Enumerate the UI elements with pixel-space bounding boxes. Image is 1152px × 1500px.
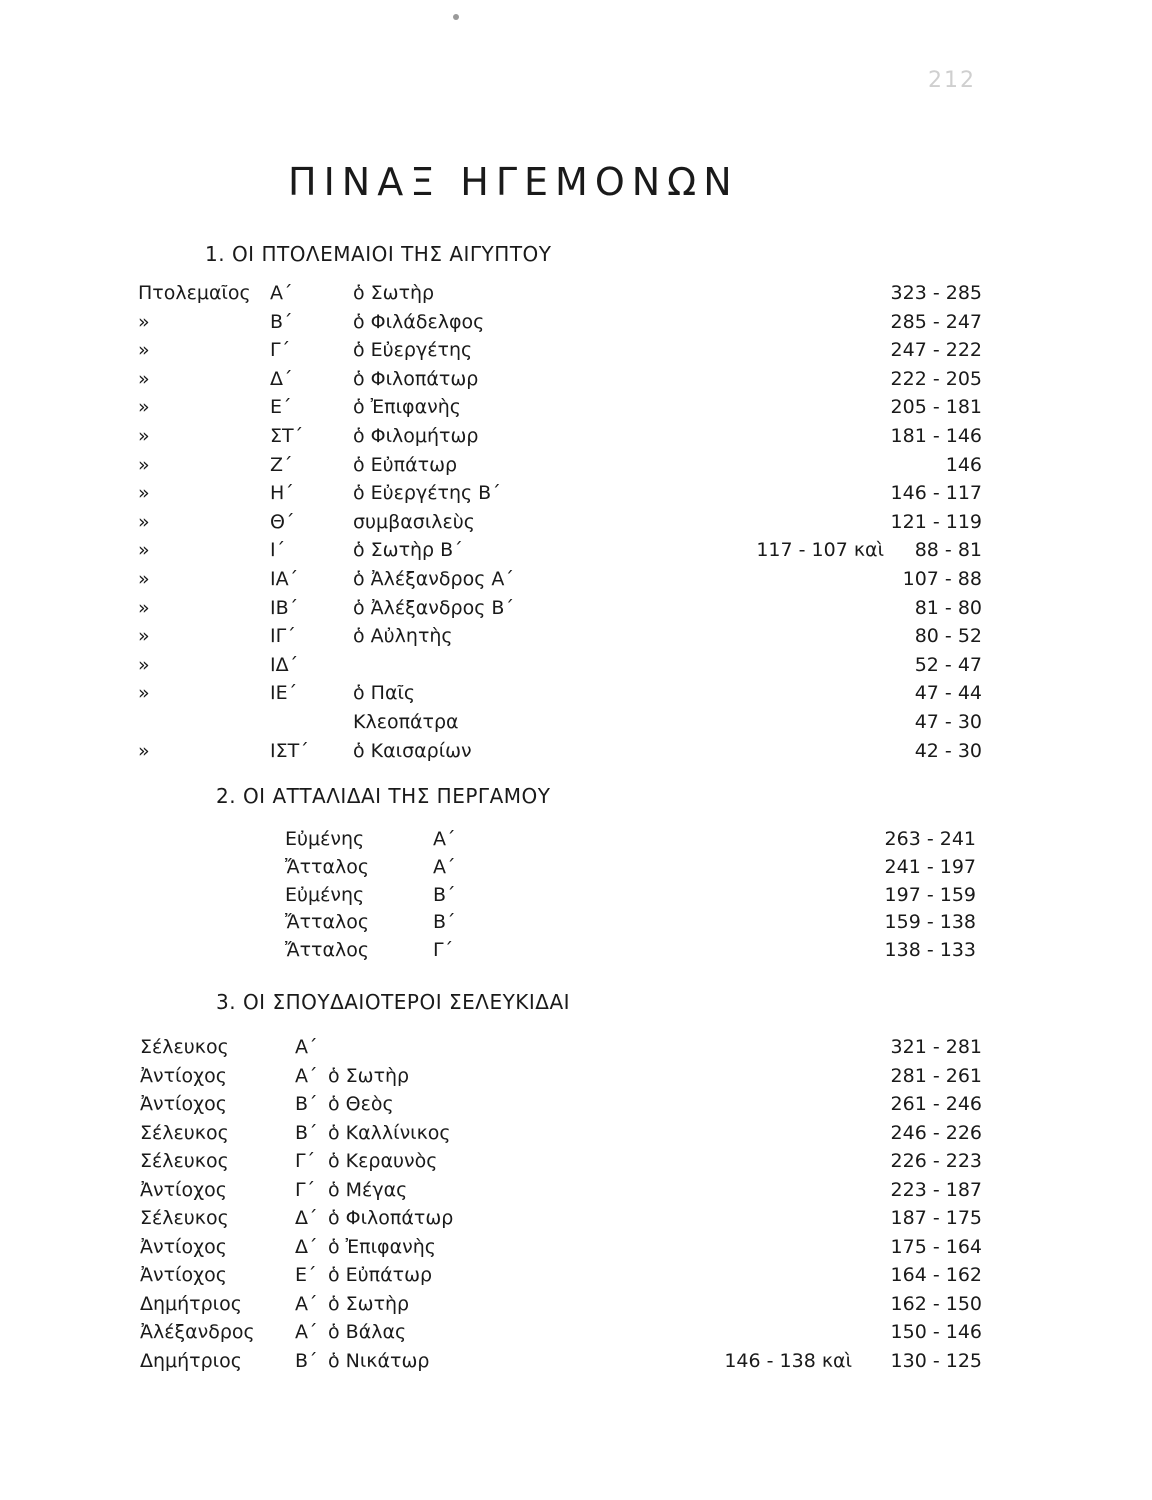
ruler-ordinal: ΙΕ΄ <box>270 682 298 705</box>
table-row <box>0 884 1152 912</box>
reign-years: 88 - 81 <box>914 539 982 562</box>
section-heading-seleucids: 3. ΟΙ ΣΠΟΥΔΑΙΟΤΕΡΟΙ ΣΕΛΕΥΚΙΔΑΙ <box>216 990 571 1014</box>
ruler-epithet: ὁ Φιλοπάτωρ <box>353 367 479 390</box>
ruler-name: » <box>138 539 150 562</box>
table-row <box>0 368 1152 396</box>
table-row <box>0 282 1152 310</box>
ruler-name: Ἀντίοχος <box>140 1264 227 1286</box>
ruler-name: » <box>138 396 150 419</box>
ruler-name: » <box>138 682 150 705</box>
ruler-epithet: ὁ Ἐπιφανὴς <box>353 396 461 419</box>
ruler-name: Ἀντίοχος <box>140 1235 227 1258</box>
reign-years: 146 - 117 <box>890 482 982 505</box>
ruler-epithet: ὁ Καλλίνικος <box>328 1121 451 1144</box>
ruler-name: Σέλευκος <box>140 1036 229 1058</box>
reign-years: 222 - 205 <box>890 367 982 390</box>
ruler-name: » <box>138 596 150 619</box>
ruler-name: Πτολεμαῖος <box>138 282 251 304</box>
table-row <box>0 1293 1152 1321</box>
table-row <box>0 828 1152 856</box>
ruler-name: » <box>138 453 150 476</box>
reign-years: 47 - 44 <box>914 682 982 705</box>
table-row <box>0 511 1152 539</box>
ruler-ordinal: Γ΄ <box>270 339 291 362</box>
ruler-name: » <box>138 510 150 533</box>
page-number: 212 <box>928 68 976 93</box>
reign-years: 146 <box>945 453 982 476</box>
ruler-name: Σέλευκος <box>140 1207 229 1229</box>
ruler-name: Ἄτταλος <box>285 939 370 962</box>
ruler-epithet: ὁ Θεὸς <box>328 1093 394 1115</box>
ruler-ordinal: Γ΄ <box>295 1150 316 1172</box>
ruler-name: » <box>138 482 150 505</box>
reign-years: 197 - 159 <box>884 883 976 906</box>
ruler-name: Σέλευκος <box>140 1121 229 1144</box>
ruler-epithet: ὁ Παῖς <box>353 682 416 705</box>
ruler-epithet: ὁ Ἐπιφανὴς <box>328 1235 436 1258</box>
table-row <box>0 1093 1152 1121</box>
page-title: ΠΙΝΑΞ ΗΓΕΜΟΝΩΝ <box>288 160 739 204</box>
table-row <box>0 682 1152 710</box>
ruler-name: Ἀντίοχος <box>140 1064 227 1087</box>
reign-years: 205 - 181 <box>890 396 982 419</box>
reign-years: 241 - 197 <box>884 855 976 878</box>
ruler-ordinal: Α΄ <box>433 855 456 878</box>
reign-years: 162 - 150 <box>890 1292 982 1315</box>
ruler-name: Σέλευκος <box>140 1150 229 1172</box>
reign-years: 323 - 285 <box>890 282 982 304</box>
ruler-ordinal: Α΄ <box>270 282 293 304</box>
reign-years: 223 - 187 <box>890 1178 982 1201</box>
table-row <box>0 1179 1152 1207</box>
ruler-epithet: ὁ Αὐλητὴς <box>353 625 453 648</box>
reign-years: 138 - 133 <box>884 939 976 962</box>
ruler-epithet: ὁ Εὐεργέτης Β΄ <box>353 482 501 505</box>
ruler-name: Ἀντίοχος <box>140 1178 227 1201</box>
ruler-ordinal: Δ΄ <box>295 1235 318 1258</box>
ruler-epithet: ὁ Σωτὴρ <box>328 1292 410 1315</box>
reign-years: 321 - 281 <box>890 1036 982 1058</box>
table-row <box>0 711 1152 739</box>
ruler-name: » <box>138 425 150 447</box>
ruler-ordinal: ΙΔ΄ <box>270 653 299 676</box>
reign-years: 107 - 88 <box>902 568 982 590</box>
table-row <box>0 1150 1152 1178</box>
reign-years: 175 - 164 <box>890 1235 982 1258</box>
ruler-ordinal: Ε΄ <box>295 1264 317 1286</box>
ruler-epithet: ὁ Ἀλέξανδρος Β΄ <box>353 596 514 619</box>
reign-years: 247 - 222 <box>890 339 982 362</box>
ruler-epithet: ὁ Σωτὴρ Β΄ <box>353 539 463 562</box>
ruler-name: » <box>138 625 150 648</box>
ruler-epithet: ὁ Εὐεργέτης <box>353 339 473 362</box>
table-row <box>0 1036 1152 1064</box>
reign-years: 181 - 146 <box>890 425 982 447</box>
reign-years: 130 - 125 <box>890 1349 982 1372</box>
ruler-epithet: ὁ Κεραυνὸς <box>328 1150 438 1172</box>
ruler-name: Εὐμένης <box>285 828 365 850</box>
table-row <box>0 1236 1152 1264</box>
ruler-ordinal: ΙΣΤ΄ <box>270 739 309 762</box>
ruler-ordinal: ΙΓ΄ <box>270 625 296 648</box>
ruler-ordinal: Β΄ <box>433 911 456 934</box>
ruler-ordinal: Β΄ <box>433 883 456 906</box>
ruler-epithet: ὁ Σωτὴρ <box>328 1064 410 1087</box>
ruler-name: Ἄτταλος <box>285 911 370 934</box>
ruler-epithet: ὁ Εὐπάτωρ <box>353 453 458 476</box>
ruler-epithet: ὁ Φιλάδελφος <box>353 310 485 333</box>
ruler-name: » <box>138 653 150 676</box>
ruler-ordinal: Ι΄ <box>270 539 286 562</box>
table-row <box>0 625 1152 653</box>
ruler-name: » <box>138 310 150 333</box>
reign-years: 52 - 47 <box>914 653 982 676</box>
reign-years: 150 - 146 <box>890 1321 982 1343</box>
ruler-ordinal: Η΄ <box>270 482 294 505</box>
reign-years: 47 - 30 <box>914 711 982 733</box>
ruler-epithet: Κλεοπάτρα <box>353 711 459 733</box>
ruler-ordinal: Α΄ <box>295 1036 318 1058</box>
ruler-ordinal: Δ΄ <box>295 1207 318 1229</box>
reign-years: 263 - 241 <box>884 828 976 850</box>
table-row <box>0 396 1152 424</box>
ruler-ordinal: Β΄ <box>295 1349 318 1372</box>
ruler-ordinal: Ε΄ <box>270 396 292 419</box>
reign-years: 285 - 247 <box>890 310 982 333</box>
table-row <box>0 939 1152 967</box>
table-row <box>0 1065 1152 1093</box>
ruler-name: Εὐμένης <box>285 883 365 906</box>
ruler-ordinal: Θ΄ <box>270 510 295 533</box>
ruler-epithet: ὁ Μέγας <box>328 1178 408 1201</box>
ruler-name: » <box>138 568 150 590</box>
ruler-name: Ἄτταλος <box>285 855 370 878</box>
table-row <box>0 482 1152 510</box>
reign-years: 261 - 246 <box>890 1093 982 1115</box>
table-row <box>0 740 1152 768</box>
ruler-ordinal: Α΄ <box>295 1064 318 1087</box>
ruler-ordinal: ΙΒ΄ <box>270 596 299 619</box>
ruler-ordinal: Α΄ <box>295 1292 318 1315</box>
ruler-epithet: ὁ Φιλοπάτωρ <box>328 1207 454 1229</box>
table-row <box>0 1122 1152 1150</box>
ruler-epithet: ὁ Σωτὴρ <box>353 282 435 304</box>
ruler-ordinal: Β΄ <box>270 310 293 333</box>
ruler-epithet: ὁ Εὐπάτωρ <box>328 1264 433 1286</box>
ruler-ordinal: Γ΄ <box>433 939 454 962</box>
table-row <box>0 654 1152 682</box>
ruler-epithet: ὁ Νικάτωρ <box>328 1349 430 1372</box>
ruler-epithet: συμβασιλεὺς <box>353 510 475 533</box>
ruler-ordinal: ΣΤ΄ <box>270 425 304 447</box>
reign-years: 246 - 226 <box>890 1121 982 1144</box>
ruler-ordinal: Α΄ <box>433 828 456 850</box>
table-row <box>0 454 1152 482</box>
table-row <box>0 1350 1152 1378</box>
reign-years: 80 - 52 <box>914 625 982 648</box>
ruler-name: Δημήτριος <box>140 1349 242 1372</box>
ruler-name: » <box>138 367 150 390</box>
reign-years: 121 - 119 <box>890 510 982 533</box>
ruler-ordinal: Β΄ <box>295 1121 318 1144</box>
table-row <box>0 911 1152 939</box>
ruler-name: Δημήτριος <box>140 1292 242 1315</box>
section-heading-ptolemies: 1. ΟΙ ΠΤΟΛΕΜΑΙΟΙ ΤΗΣ ΑΙΓΥΠΤΟΥ <box>205 242 552 266</box>
ruler-name: Ἀντίοχος <box>140 1093 227 1115</box>
table-row <box>0 856 1152 884</box>
table-row <box>0 1321 1152 1349</box>
reign-years: 226 - 223 <box>890 1150 982 1172</box>
ruler-epithet: ὁ Βάλας <box>328 1321 407 1343</box>
reign-years: 42 - 30 <box>914 739 982 762</box>
table-row <box>0 425 1152 453</box>
ruler-epithet: ὁ Ἀλέξανδρος Α΄ <box>353 568 514 590</box>
reign-years-extra: 146 - 138 καὶ <box>724 1349 852 1372</box>
section-heading-attalids: 2. ΟΙ ΑΤΤΑΛΙΔΑΙ ΤΗΣ ΠΕΡΓΑΜΟΥ <box>216 784 551 808</box>
table-row <box>0 1207 1152 1235</box>
ruler-name: » <box>138 739 150 762</box>
table-row <box>0 568 1152 596</box>
ruler-ordinal: Γ΄ <box>295 1178 316 1201</box>
table-row <box>0 311 1152 339</box>
ruler-ordinal: Ζ΄ <box>270 453 293 476</box>
reign-years-extra: 117 - 107 καὶ <box>756 539 884 562</box>
ruler-name: Ἀλέξανδρος <box>140 1321 255 1343</box>
ruler-ordinal: Δ΄ <box>270 367 293 390</box>
table-row <box>0 339 1152 367</box>
scan-dot <box>453 14 459 20</box>
ruler-ordinal: Β΄ <box>295 1093 318 1115</box>
reign-years: 164 - 162 <box>890 1264 982 1286</box>
ruler-name: » <box>138 339 150 362</box>
table-row <box>0 1264 1152 1292</box>
reign-years: 159 - 138 <box>884 911 976 934</box>
reign-years: 187 - 175 <box>890 1207 982 1229</box>
reign-years: 81 - 80 <box>914 596 982 619</box>
ruler-ordinal: Α΄ <box>295 1321 318 1343</box>
ruler-epithet: ὁ Καισαρίων <box>353 739 472 762</box>
reign-years: 281 - 261 <box>890 1064 982 1087</box>
table-row <box>0 539 1152 567</box>
ruler-ordinal: ΙΑ΄ <box>270 568 299 590</box>
ruler-epithet: ὁ Φιλομήτωρ <box>353 425 479 447</box>
table-row <box>0 597 1152 625</box>
